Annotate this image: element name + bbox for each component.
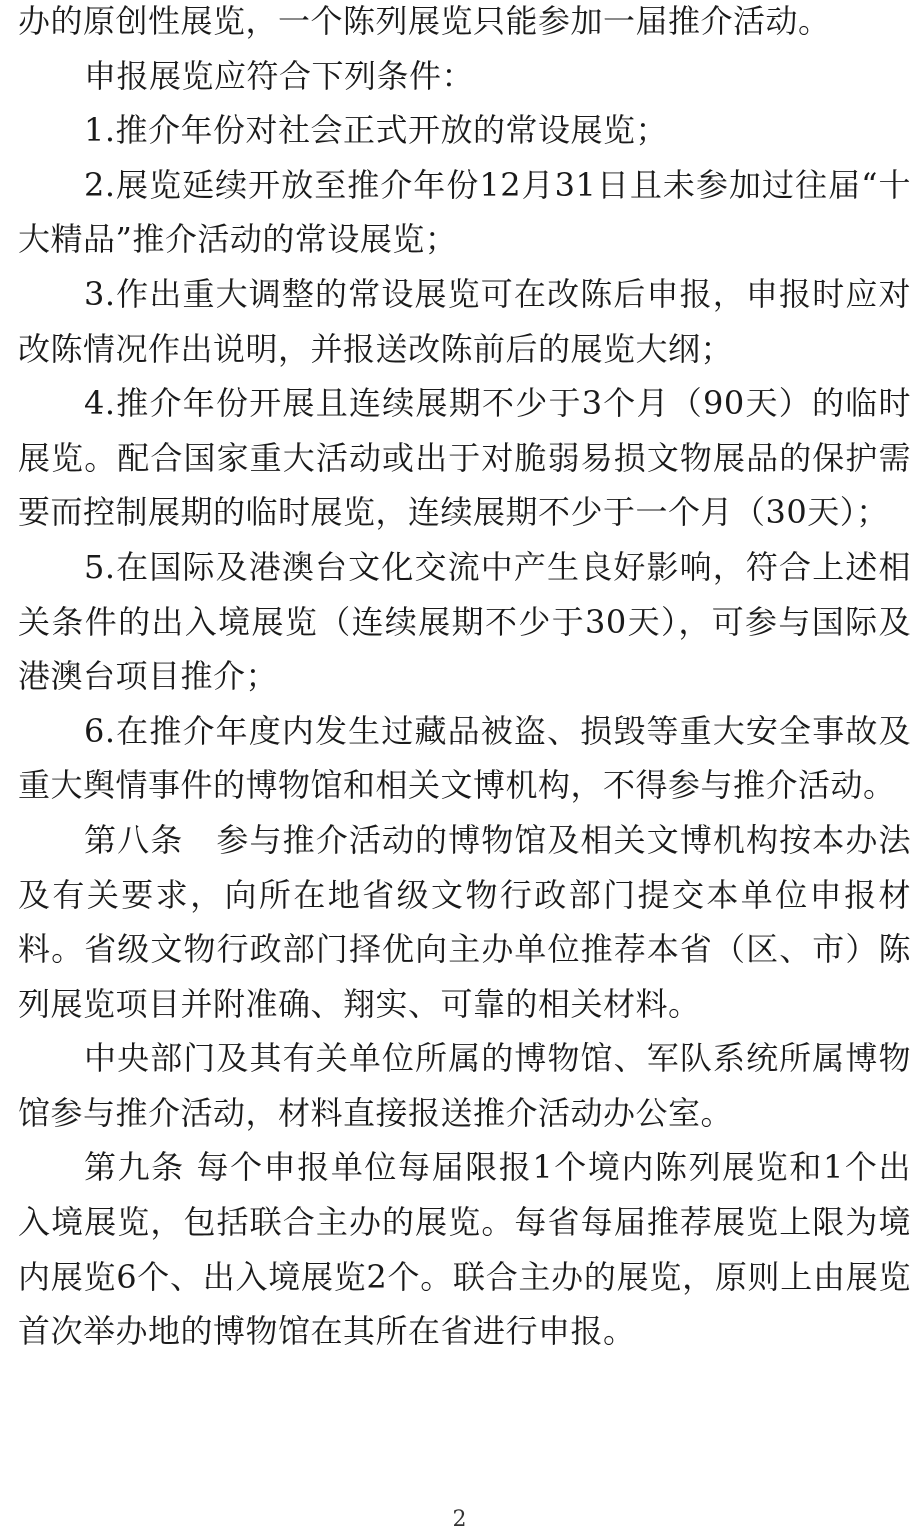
paragraph-central-departments: 中央部门及其有关单位所属的博物馆、军队系统所属博物馆参与推介活动，材料直接报送推介活动办公室。: [18, 1039, 911, 1132]
paragraph-article-9: 第九条 每个申报单位每届限报1个境内陈列展览和1个出入境展览，包括联合主办的展览。每省每届推荐展览上限为境内展览6个、出入境展览2个。联合主办的展览，原则上由展览首次举办地的博物馆在其所在省进行申报。: [18, 1148, 911, 1351]
paragraph-condition-5: 5.在国际及港澳台文化交流中产生良好影响，符合上述相关条件的出入境展览（连续展期不少于30天），可参与国际及港澳台项目推介；: [18, 547, 911, 696]
paragraph-condition-1: 1.推介年份对社会正式开放的常设展览；: [84, 111, 669, 150]
document-body: [18, 0, 911, 1359]
page-number: 2: [452, 1507, 467, 1532]
paragraph-condition-4: 4.推介年份开展且连续展期不少于3个月（90天）的临时展览。配合国家重大活动或出于对脆弱易损文物展品的保护需要而控制展期的临时展览，连续展期不少于一个月（30天）；: [18, 384, 911, 532]
paragraph-condition-3: 3.作出重大调整的常设展览可在改陈后申报，申报时应对改陈情况作出说明，并报送改陈前后的展览大纲；: [18, 274, 911, 368]
paragraph-condition-2: 2.展览延续开放至推介年份12月31日且未参加过往届“十大精品”推介活动的常设展览；: [18, 165, 911, 259]
paragraph-conditions-intro: 申报展览应符合下列条件：: [84, 56, 475, 95]
paragraph-condition-6: 6.在推介年度内发生过藏品被盗、损毁等重大安全事故及重大舆情事件的博物馆和相关文博机构，不得参与推介活动。: [18, 711, 911, 805]
paragraph-article-8: 第八条 参与推介活动的博物馆及相关文博机构按本办法及有关要求，向所在地省级文物行政部门提交本单位申报材料。省级文物行政部门择优向主办单位推荐本省（区、市）陈列展览项目并附准确、翔实、可靠的相关材料。: [18, 820, 911, 1023]
paragraph-continuation: 办的原创性展览，一个陈列展览只能参加一届推介活动。: [18, 2, 831, 40]
